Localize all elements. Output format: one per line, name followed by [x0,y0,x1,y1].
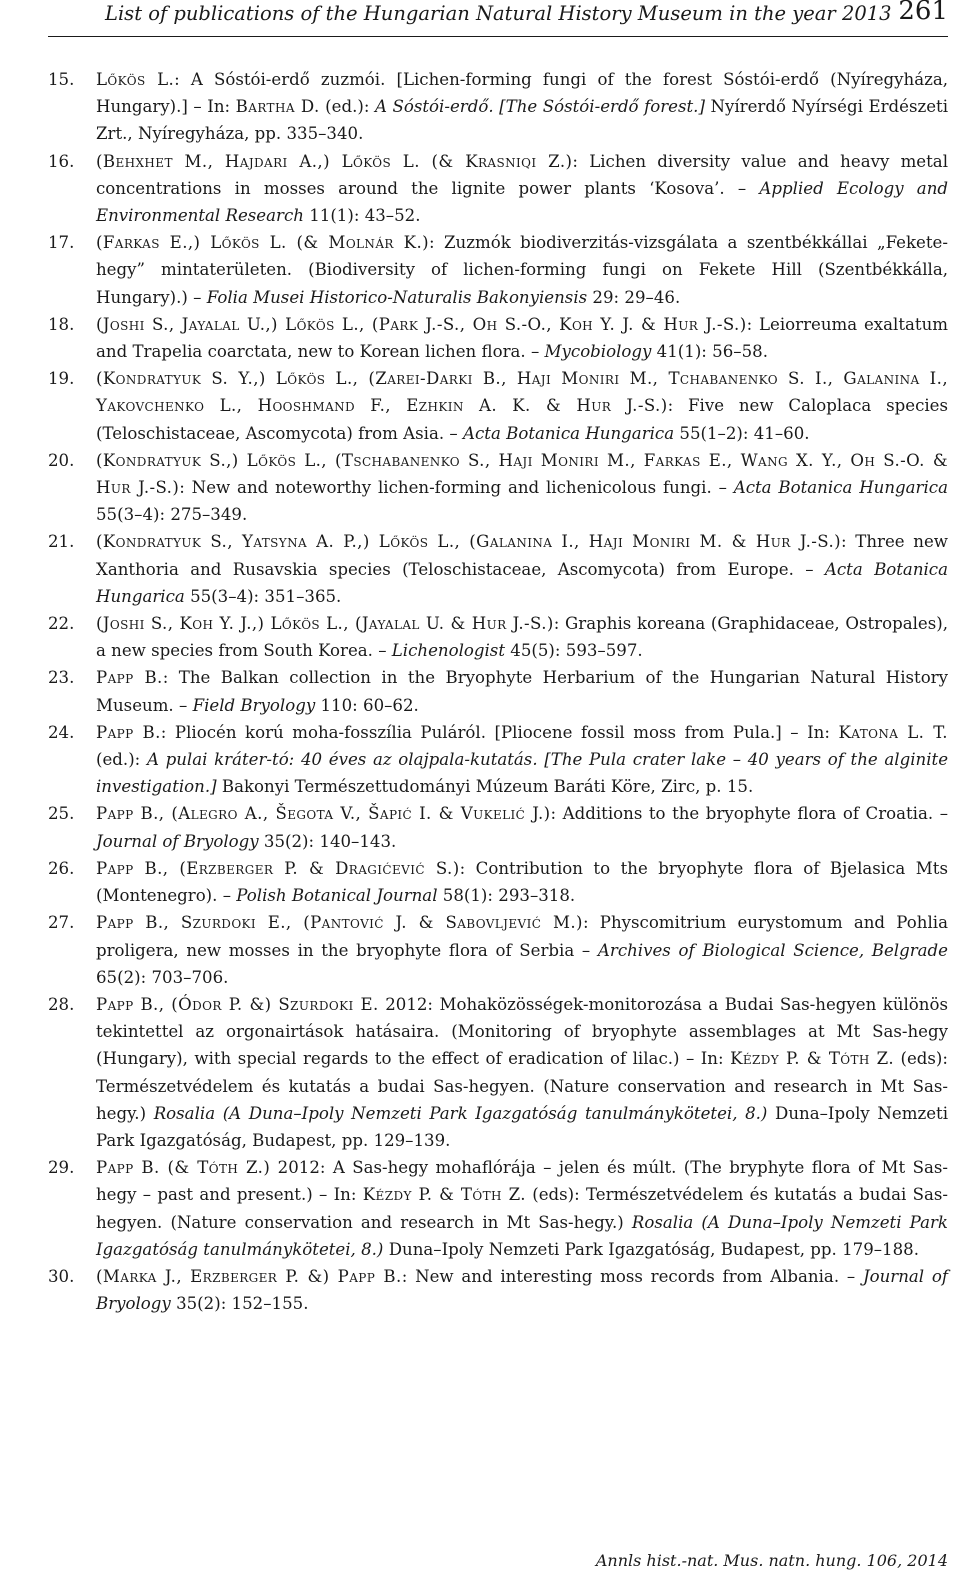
page-header [48,0,948,36]
publication-entry [48,229,948,311]
citation-text: 55(3–4): 351–365. [184,586,342,606]
publication-title: Rosalia (A Duna–Ipoly Nemzeti Park Igazgatóság tanulmánykötetei, 8.) [96,1212,948,1259]
publication-title: Rosalia (A Duna–Ipoly Nemzeti Park Igazgatóság tanulmánykötetei, 8.) [153,1103,768,1123]
entry-citation [96,311,948,365]
publication-title: Archives of Biological Science, Belgrade [597,940,948,960]
entry-number: 20. [48,450,75,470]
citation-text: : Lichen diversity value and heavy metal concentrations in mosses around the lignite power plants ‘Kosova’. – [96,151,948,198]
entry-citation [96,610,948,664]
citation-text: 2012: A Sas-hegy mohaflórája – jelen és múlt. (The bryphyte flora of Mt Sas-hegy – past and present.) – In: [96,1158,948,1205]
entry-number: 22. [48,614,75,634]
citation-text: Duna–Ipoly Nemzeti Park Igazgatóság, Budapest, pp. 179–188. [383,1239,919,1259]
author-names: Lőkös L. [96,70,175,89]
publication-entry [48,800,948,854]
author-names: Papp B., (Alegro A., Šegota V., Šapić I. & Vukelić J.) [96,804,551,824]
citation-text: 41(1): 56–58. [651,342,768,362]
publication-title: A pulai kráter-tó: 40 éves az olajpala-kutatás. [The Pula crater lake – 40 years of the alginite investigation.] [96,750,949,797]
author-names: (Joshi S., Koh Y. J.,) Lőkös L., (Jayalal U. & Hur J.-S.) [96,614,554,634]
publication-title: Journal of Bryology [96,831,259,851]
publication-entry [48,528,948,610]
citation-text: 110: 60–62. [315,695,419,715]
citation-text: 55(3–4): 275–349. [96,505,248,525]
author-names: Kézdy P. & Tóth Z. [362,1185,526,1205]
entry-citation [96,909,948,991]
publication-entry [48,311,948,365]
author-names: (Kondratyuk S., Yatsyna A. P.,) Lőkös L., (Galanina I., Haji Moniri M. & Hur J.-S.) [96,532,841,552]
citation-text: : Zuzmók biodiverzitás-vizsgálata a szentbékkállai „Fekete-hegy” mintaterületen. (Biodiversity of lichen-forming fungi on Fekete Hill (Szentbékkálla, Hungary).) – [96,233,948,307]
author-names: (Kondratyuk S.,) Lőkös L., (Tschabanenko S., Haji Moniri M., Farkas E., Wang X. Y., Oh S.-O. & Hur J.-S.) [96,450,948,498]
citation-text: 65(2): 703–706. [96,967,229,987]
citation-text: 45(5): 593–597. [505,641,643,661]
entry-number: 27. [48,913,75,933]
publication-title: Applied Ecology and Environmental Research [96,178,948,226]
citation-text: (eds): Természetvédelem és kutatás a budai Sas-hegyen. (Nature conservation and research in Mt Sas-hegy.) [96,1049,948,1123]
author-names: Kézdy P. & Tóth Z. [730,1049,894,1069]
entry-number: 28. [48,994,75,1014]
citation-text: : Three new Xanthoria and Rusavskia species (Teloschistaceae, Ascomycota) from Europe. – [96,532,949,579]
citation-text: Nyírerdő Nyírségi Erdészeti Zrt., Nyíregyháza, pp. 335–340. [96,97,948,144]
entry-citation [96,229,948,311]
citation-text: 58(1): 293–318. [437,886,576,906]
citation-text: : Leiorreuma exaltatum and Trapelia coarctata, new to Korean lichen flora. – [96,314,948,362]
entry-citation [96,528,948,610]
author-names: Papp B. [96,722,161,742]
citation-text: (ed.): [96,750,147,770]
citation-text: : The Balkan collection in the Bryophyte Herbarium of the Hungarian Natural History Museum. – [96,668,948,715]
publication-entry [48,447,948,529]
publication-entry [48,610,948,664]
page-number: 261 [898,0,948,26]
publication-title: Acta Botanica Hungarica [463,423,675,443]
entry-citation [96,719,948,801]
citation-text: : New and noteworthy lichen-forming and lichenicolous fungi. – [179,478,734,498]
entry-citation [96,1263,948,1317]
entry-number: 15. [48,70,75,89]
citation-text: 2012: Mohaközösségek-monitorozása a Budai Sas-hegyen különös tekintettel az orgonairtások hatásaira. (Monitoring of bryophyte assemblages at Mt Sas-hegy (Hungary), with special regards to the effect of eradication of lilac.) – In: [96,994,948,1069]
author-names: Katona L. T. [838,722,948,742]
running-title: List of publications of the Hungarian Natural History Museum in the year 2013 [105,2,892,25]
entry-number: 26. [48,858,75,878]
author-names: Papp B. (& Tóth Z.) [96,1158,271,1178]
publication-title: A Sóstói-erdő. [The Sóstói-erdő forest.] [374,97,705,117]
publication-title: Lichenologist [391,641,505,661]
publication-title: Mycobiology [544,342,652,362]
citation-text: 11(1): 43–52. [303,206,421,226]
author-names: Papp B., Szurdoki E., (Pantović J. & Sabovljević M.) [96,913,583,933]
entry-number: 21. [48,532,75,552]
author-names: Papp B. [96,668,163,688]
citation-text: (eds): Természetvédelem és kutatás a budai Sas-hegyen. (Nature conservation and research in Mt Sas-hegy.) [96,1185,948,1232]
publication-entry [48,664,948,718]
entry-citation [96,1154,948,1263]
author-names: (Behxhet M., Hajdari A.,) Lőkös L. (& Krasniqi Z.) [96,151,573,171]
entry-number: 19. [48,369,75,389]
publication-entry [48,1263,948,1317]
publication-entry [48,855,948,909]
author-names: Papp B., (Ódor P. &) Szurdoki E. [96,994,379,1014]
publication-entry [48,148,948,230]
citation-text: : Contribution to the bryophyte flora of Bjelasica Mts (Montenegro). – [96,858,948,906]
citation-text: : Graphis koreana (Graphidaceae, Ostropales), a new species from South Korea. – [96,614,948,661]
citation-text: Duna–Ipoly Nemzeti Park Igazgatóság, Budapest, pp. 129–139. [96,1103,949,1150]
publication-entry [48,991,948,1154]
citation-text: : Additions to the bryophyte flora of Croatia. – [550,804,948,824]
entry-number: 29. [48,1158,75,1178]
citation-text: : A Sóstói-erdő zuzmói. [Lichen-forming fungi of the forest Sóstói-erdő (Nyíregyháza, Hungary).] – In: [96,70,949,117]
entry-number: 24. [48,722,75,742]
citation-text: : Pliocén korú moha-fosszília Puláról. [Pliocene fossil moss from Pula.] – In: [160,722,839,742]
entry-citation [96,855,948,909]
entry-number: 30. [48,1266,75,1286]
citation-text: 29: 29–46. [587,287,681,307]
publication-entry [48,909,948,991]
publication-title: Acta Botanica Hungarica [733,478,948,498]
citation-text: 35(2): 152–155. [170,1294,309,1314]
citation-text: (ed.): [319,97,375,117]
citation-text: : New and interesting moss records from Albania. – [401,1266,863,1286]
author-names: Bartha D. [235,97,320,117]
publication-entry [48,719,948,801]
entry-citation [96,447,948,529]
publication-title: Folia Musei Historico-Naturalis Bakonyiensis [206,287,588,307]
author-names: (Joshi S., Jayalal U.,) Lőkös L., (Park J.-S., Oh S.-O., Koh Y. J. & Hur J.-S.) [96,314,747,334]
author-names: (Kondratyuk S. Y.,) Lőkös L., (Zarei-Darki B., Haji Moniri M., Tchabanenko S. I., Galanina I., Yakovchenko L., Hooshmand F., Ezhkin A. K. & Hur J.-S.) [96,369,948,416]
citation-text: 55(1–2): 41–60. [674,423,810,443]
journal-footer: Annls hist.-nat. Mus. natn. hung. 106, 2014 [595,1551,948,1570]
header-rule [48,36,948,37]
author-names: (Marka J., Erzberger P. &) Papp B. [96,1266,402,1286]
citation-text: Bakonyi Természettudományi Múzeum Baráti Köre, Zirc, p. 15. [216,777,754,797]
entry-number: 16. [48,151,75,171]
publication-entry [48,365,948,447]
citation-text: 35(2): 140–143. [258,831,397,851]
citation-text: : Physcomitrium eurystomum and Pohlia proligera, new mosses in the bryophyte flora of Serbia – [96,913,948,960]
publication-title: Journal of Bryology [96,1266,948,1314]
author-names: Papp B., (Erzberger P. & Dragićević S.) [96,858,460,878]
entry-number: 17. [48,233,75,253]
entry-citation [96,664,948,718]
entry-number: 25. [48,804,75,824]
publication-title: Acta Botanica Hungarica [96,559,948,606]
entry-number: 18. [48,314,75,334]
publication-list [48,66,948,1317]
publication-entry [48,1154,948,1263]
author-names: (Farkas E.,) Lőkös L. (& Molnár K.) [96,233,429,253]
entry-citation [96,800,948,854]
entry-citation [96,365,948,447]
entry-number: 23. [48,668,75,688]
entry-citation [96,148,948,230]
entry-citation [96,66,948,148]
entry-citation [96,991,948,1154]
citation-text: : Five new Caloplaca species (Teloschistaceae, Ascomycota) from Asia. – [96,396,949,443]
publication-entry [48,66,948,148]
publication-title: Polish Botanical Journal [236,886,438,906]
publication-title: Field Bryology [192,695,316,715]
